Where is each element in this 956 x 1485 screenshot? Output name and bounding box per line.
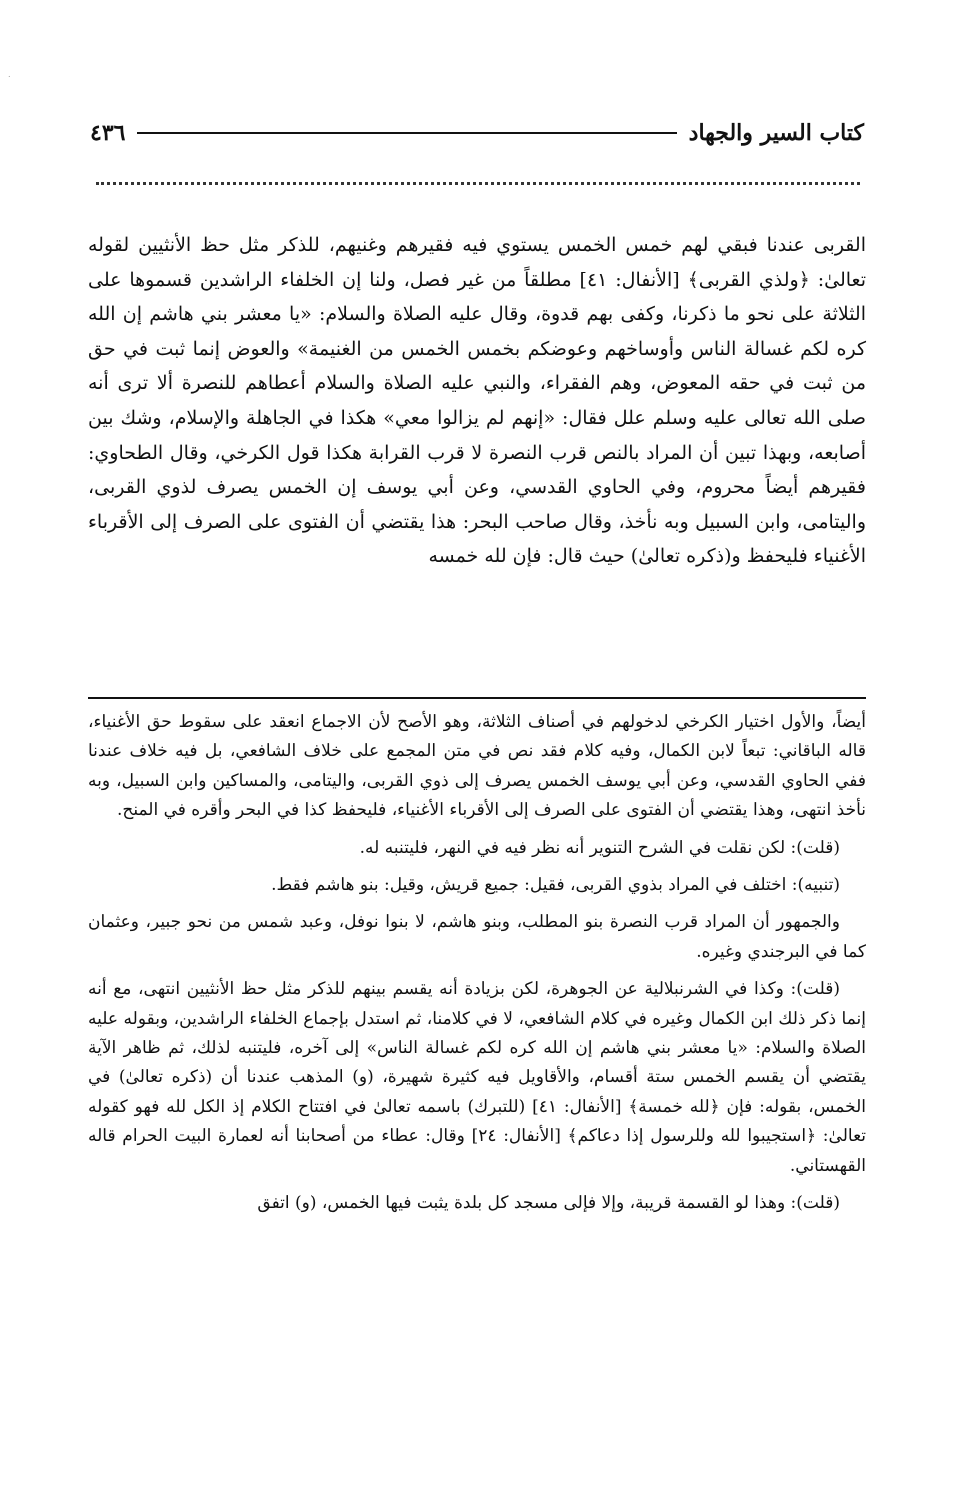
corner-mark: . [8,70,11,79]
page-header [90,116,864,150]
footnotes-block [88,708,866,1227]
footnote-paragraph-1: أيضاً، والأول اختيار الكرخي لدخولهم في أصناف الثلاثة، وهو الأصح لأن الاجماع انعقد على سقوط حق الأغنياء، قاله الباقاني: تبعاً لابن الكمال، وفيه كلام فقد نص في متن المجمع على خلاف الشافعي، بل فيه خلاف عندنا ففي الحاوي القدسي، وعن أبي يوسف الخمس يصرف إلى ذوي القربى، واليتامى، والمساكين وابن السبيل، وبه نأخذ انتهى، وهذا يقتضي أن الفتوى على الصرف إلى الأقرباء الأغنياء، فليحفظ كذا في البحر وأقره في المنح. [88,712,866,821]
book-title: كتاب السير والجهاد [688,120,864,146]
footnote-paragraph-2: (قلت): لكن نقلت في الشرح التنوير أنه نظر فيه في النهر، فليتنبه له. [359,837,840,858]
header-rule [137,132,676,134]
main-paragraph: القربى عندنا فبقي لهم خمس الخمس يستوي فيه فقيرهم وغنيهم، للذكر مثل حظ الأنثيين لقوله تعالىٰ: ﴿ولذي القربى﴾ [الأنفال: ٤١] مطلقاً من غير فصل، ولنا إن الخلفاء الراشدين قسموها على الثلاثة على نحو ما ذكرنا، وكفى بهم قدوة، وقال عليه الصلاة والسلام: «يا معشر بني هاشم إن الله كره لكم غسالة الناس وأوساخهم وعوضكم بخمس الخمس من الغنيمة» والعوض إنما ثبت في حق من ثبت في حقه المعوض، وهم الفقراء، والنبي عليه الصلاة والسلام أعطاهم للنصرة ألا ترى أنه صلى الله تعالى عليه وسلم علل فقال: «إنهم لم يزالوا معي» هكذا في الجاهلة والإسلام، وشك بين أصابعه، وبهذا تبين أن المراد بالنص قرب النصرة لا قرب القرابة هكذا قول الكرخي، وقال الطحاوي: فقيرهم أيضاً محروم، وفي الحاوي القدسي، وعن أبي يوسف إن الخمس يصرف لذوي القربى، واليتامى، وابن السبيل وبه نأخذ، وقال صاحب البحر: هذا يقتضي أن الفتوى على الصرف إلى الأقرباء الأغنياء فليحفظ و(ذكره تعالىٰ) حيث قال: فإن لله خمسه [88,234,867,568]
footnote-separator [88,697,866,699]
page-number: ٤٣٦ [90,120,126,146]
main-text-block [88,228,866,574]
dotted-separator [96,182,860,185]
footnote-paragraph-6: (قلت): وهذا لو القسمة قريبة، وإلا فإلى مسجد كل بلدة يثبت فيها الخمس، (و) اتفق [257,1193,840,1214]
footnote-paragraph-3: (تنبيه): اختلف في المراد بذوي القربى، فقيل: جميع قريش، وقيل: بنو هاشم فقط. [271,875,840,896]
footnote-paragraph-5: (قلت): وكذا في الشرنبلالية عن الجوهرة، لكن بزيادة أنه يقسم بينهم للذكر مثل حظ الأنثيين انتهى، مع أنه إنما ذكر ذلك ابن الكمال وغيره في كلام الشافعي، لا في كلامنا، ثم استدل بإجماع الخلفاء الراشدين، وبقوله عليه الصلاة والسلام: «يا معشر بني هاشم إن الله كره لكم غسالة الناس» إلى آخره، فليتنبه لذلك، ثم ظاهر الآية يقتضي أن يقسم الخمس ستة أقسام، والأقاويل فيه كثيرة شهيرة، (و) المذهب عندنا أن (ذكره تعالىٰ) في الخمس، بقوله: فإن ﴿لله خمسة﴾ [الأنفال: ٤١] (للتبرك) باسمه تعالىٰ في افتتاح الكلام إذ الكل لله فهو كقوله تعالىٰ: ﴿استجيبوا لله وللرسول إذا دعاكم﴾ [الأنفال: ٢٤] وقال: عطاء من أصحابنا أنه لعمارة البيت الحرام قاله القهستاني. [88,979,866,1176]
footnote-paragraph-4: والجمهور أن المراد قرب النصرة بنو المطلب، وبنو هاشم، لا بنوا نوفل، وعبد شمس من نحو جبير، وعثمان كما في البرجندي وغيره. [88,912,866,962]
